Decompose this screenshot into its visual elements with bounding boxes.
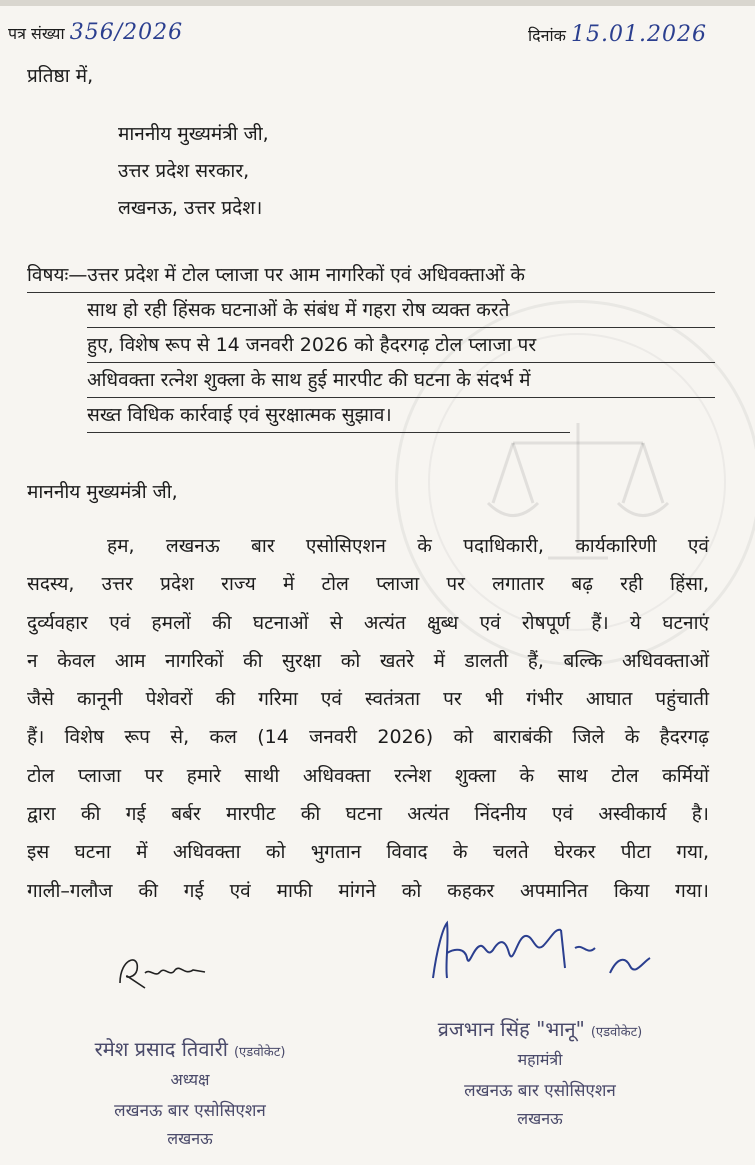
- body-line: सदस्य, उत्तर प्रदेश राज्य में टोल प्लाजा पर लगातार बढ़ रही हिंसा,: [27, 573, 709, 596]
- to-salutation: प्रतिष्ठा में,: [27, 65, 94, 87]
- subject-block: [27, 258, 715, 433]
- president-name-line: [45, 1035, 335, 1062]
- general-secretary-signature: [425, 918, 660, 993]
- president-suffix: (एडवोकेट): [233, 1045, 286, 1060]
- body-line: हैं। विशेष रूप से, कल (14 जनवरी 2026) को बाराबंकी जिले के हैदरगढ़: [27, 726, 709, 749]
- general-secretary-role: महामंत्री: [517, 1050, 563, 1069]
- reference-value: 356/2026: [69, 20, 184, 45]
- subject-line: विषयः—उत्तर प्रदेश में टोल प्लाजा पर आम नागरिकों एवं अधिवक्ताओं के: [27, 258, 715, 293]
- subject-line: हुए, विशेष रूप से 14 जनवरी 2026 को हैदरगढ़ टोल प्लाजा पर: [87, 328, 715, 363]
- recipient-line-1: माननीय मुख्यमंत्री जी,: [118, 123, 269, 145]
- subject-line: अधिवक्ता रत्नेश शुक्ला के साथ हुई मारपीट की घटना के संदर्भ में: [87, 363, 715, 398]
- recipient-line-3: लखनऊ, उत्तर प्रदेश।: [118, 197, 263, 219]
- president-city: लखनऊ: [167, 1129, 213, 1148]
- greeting: माननीय मुख्यमंत्री जी,: [27, 481, 178, 503]
- general-secretary-suffix: (एडवोकेट): [590, 1025, 643, 1040]
- president-org: लखनऊ बार एसोसिएशन: [114, 1101, 266, 1121]
- body-line: टोल प्लाजा पर हमारे साथी अधिवक्ता रत्नेश शुक्ला के साथ टोल कर्मियों: [27, 764, 709, 787]
- general-secretary-name: व्रजभान सिंह "भानू": [437, 1017, 585, 1041]
- body-paragraph: [27, 527, 709, 910]
- body-line: इस घटना में अधिवक्ता को भुगतान विवाद के चलते घेरकर पीटा गया,: [27, 841, 709, 864]
- general-secretary-name-line: [395, 1015, 685, 1042]
- body-line: दुर्व्यवहार एवं हमलों की घटनाओं से अत्यंत क्षुब्ध एवं रोषपूर्ण हैं। ये घटनाएं: [27, 611, 709, 634]
- body-line: हम, लखनऊ बार एसोसिएशन के पदाधिकारी, कार्यकारिणी एवं: [107, 535, 709, 557]
- body-line: गाली–गलौज की गई एवं माफी मांगने को कहकर अपमानित किया गया।: [27, 879, 709, 902]
- date-value: 15.01.2026: [571, 22, 708, 47]
- general-secretary-org: लखनऊ बार एसोसिएशन: [464, 1081, 616, 1101]
- subject-line: साथ हो रही हिंसक घटनाओं के संबंध में गहरा रोष व्यक्त करते: [87, 293, 715, 328]
- reference-label: पत्र संख्या: [8, 24, 65, 43]
- letter-date: [528, 22, 707, 47]
- body-line: न केवल आम नागरिकों की सुरक्षा को खतरे में डालती हैं, बल्कि अधिवक्ताओं: [27, 649, 709, 672]
- body-line: जैसे कानूनी पेशेवरों की गरिमा एवं स्वतंत्रता पर भी गंभीर आघात पहुंचाती: [27, 688, 709, 711]
- subject-line: सख्त विधिक कार्रवाई एवं सुरक्षात्मक सुझाव।: [87, 398, 570, 433]
- president-name: रमेश प्रसाद तिवारी: [94, 1037, 228, 1061]
- recipient-line-2: उत्तर प्रदेश सरकार,: [118, 160, 250, 182]
- president-stamp: [45, 1035, 335, 1149]
- body-line: द्वारा की गई बर्बर मारपीट की घटना अत्यंत निंदनीय एवं अस्वीकार्य है।: [27, 803, 709, 826]
- date-label: दिनांक: [528, 26, 566, 45]
- general-secretary-stamp: [395, 1015, 685, 1129]
- reference-number: [8, 20, 183, 45]
- president-signature: [115, 948, 210, 998]
- page-top-edge: [0, 0, 755, 6]
- general-secretary-city: लखनऊ: [517, 1109, 563, 1128]
- president-role: अध्यक्ष: [170, 1070, 210, 1089]
